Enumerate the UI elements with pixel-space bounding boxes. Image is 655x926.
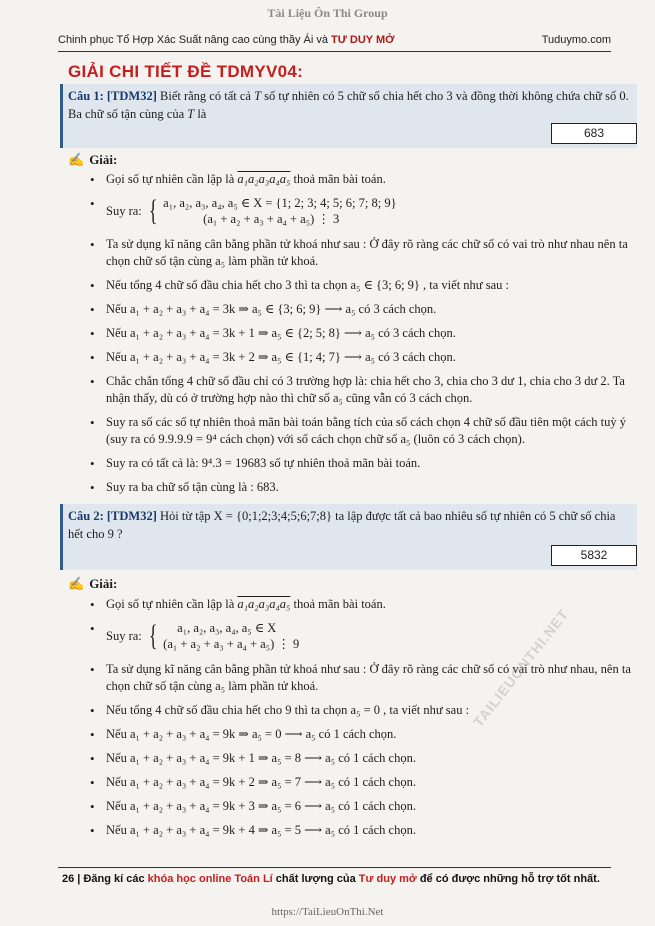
s1-number: a₁a₂a₃a₄a₅ [237, 172, 291, 186]
list-item: • Nếu a₁ + a₂ + a₃ + a₄ = 9k ⇒ a₅ = 0 ⟶ a₅ có 1 cách chọn. [90, 726, 641, 743]
solution-1-heading [68, 152, 117, 168]
footer-t1: Đăng kí các [83, 873, 148, 885]
s2-l1-b: thoả mãn bài toán. [290, 597, 386, 611]
page-footer [62, 873, 600, 885]
list-item: • Chắc chắn tổng 4 chữ số đầu chỉ có 3 trường hợp là: chia hết cho 3, chia cho 3 dư 1, chia cho 3 dư 2. Ta nhận thấy, dù có ở trường hợp nào thì chữ số a₅ cũng vẫn có 3 cách chọn. [90, 373, 641, 407]
brace-icon: { [148, 194, 158, 227]
list-item [90, 171, 641, 188]
footer-divider [58, 867, 611, 868]
list-item: • Ta sử dụng kĩ năng cân bằng phần tử khoá như sau : Ở đây rõ ràng các chữ số có vai trò như nhau nên ta chọn chữ số tận cùng a₅ làm phần tử khoá. [90, 236, 641, 270]
list-item [90, 195, 641, 227]
page-header [58, 34, 611, 52]
footer-course: khóa học online Toán Lí [147, 873, 273, 885]
page-number: 26 | [62, 873, 84, 885]
solution-2-list [90, 596, 641, 846]
header-left-text: Chinh phục Tổ Hợp Xác Suất nâng cao cùng thầy Ái và [58, 34, 332, 46]
footer-brand: Tư duy mở [358, 873, 417, 885]
question-1-var-2: T [187, 107, 195, 121]
solution-2-label: Giải: [89, 576, 118, 591]
question-1-box [60, 84, 637, 148]
solution-1-label: Giải: [89, 152, 118, 167]
question-2-text: Hỏi từ tập X = {0;1;2;3;4;5;6;7;8} ta lập được tất cả bao nhiêu số tự nhiên có 5 chữ số chia hết cho 9 ? [68, 509, 616, 541]
solution-1-list [90, 171, 641, 503]
header-left [58, 34, 395, 46]
pen-icon: ✍ [68, 152, 85, 167]
question-1-text-b: số tự nhiên có 5 chữ số chia hết cho 3 và đồng thời không chứa chữ số 0. Ba chữ số tận cùng của [68, 89, 629, 121]
s2-sys-1: a₁, a₂, a₃, a₄, a₅ ∈ X [177, 621, 277, 635]
list-item: • Nếu a₁ + a₂ + a₃ + a₄ = 3k + 1 ⇒ a₅ ∈ {2; 5; 8} ⟶ a₅ có 3 cách chọn. [90, 325, 641, 342]
question-1-text-c: là [194, 107, 207, 121]
s1-l1-a: Gọi số tự nhiên cần lập là [106, 172, 238, 186]
watermark: TAILIEUONTHI.NET [470, 605, 572, 730]
group-name: Tài Liệu Ôn Thi Group [267, 6, 388, 20]
solution-2-heading [68, 576, 117, 592]
s2-l2-a: • Suy ra: [106, 628, 142, 643]
list-item: • Nếu tổng 4 chữ số đầu chia hết cho 3 thì ta chọn a₅ ∈ {3; 6; 9} , ta viết như sau : [90, 277, 641, 294]
question-2-label: Câu 2: [TDM32] [68, 509, 157, 523]
question-2-box [60, 504, 637, 570]
list-item: • Nếu a₁ + a₂ + a₃ + a₄ = 3k ⇒ a₅ ∈ {3; 6; 9} ⟶ a₅ có 3 cách chọn. [90, 301, 641, 318]
list-item: • Nếu a₁ + a₂ + a₃ + a₄ = 3k + 2 ⇒ a₅ ∈ {1; 4; 7} ⟶ a₅ có 3 cách chọn. [90, 349, 641, 366]
question-1-label: Câu 1: [TDM32] [68, 89, 157, 103]
list-item: • Ta sử dụng kĩ năng cân bằng phần tử khoá như sau : Ở đây rõ ràng các chữ số có vai trò như nhau, nên ta chọn chữ số tận cùng a₅ làm phần tử khoá. [90, 661, 641, 695]
s1-l1-b: thoả mãn bài toán. [290, 172, 386, 186]
question-1-var: T [254, 89, 262, 103]
s2-number: a₁a₂a₃a₄a₅ [237, 597, 291, 611]
list-item: • Nếu a₁ + a₂ + a₃ + a₄ = 9k + 4 ⇒ a₅ = 5 ⟶ a₅ có 1 cách chọn. [90, 822, 641, 839]
list-item: • Suy ra số các số tự nhiên thoả mãn bài toán bằng tích của số cách chọn 4 chữ số đầu tiên một cách tuỳ ý (suy ra có 9.9.9.9 = 9⁴ cách chọn) với số cách chọn chữ số a₅ (luôn có 3 cách chọn). [90, 414, 641, 448]
s1-l2-a: • Suy ra: [106, 203, 142, 218]
list-item: • Suy ra có tất cả là: 9⁴.3 = 19683 số tự nhiên thoả mãn bài toán. [90, 455, 641, 472]
list-item: • Nếu tổng 4 chữ số đầu chia hết cho 9 thì ta chọn a₅ = 0 , ta viết như sau : [90, 702, 641, 719]
s1-sys-2: (a₁ + a₂ + a₃ + a₄ + a₅) ⋮ 3 [203, 212, 340, 226]
footer-t5: để có được những hỗ trợ tốt nhất. [416, 873, 600, 885]
page-title: GIẢI CHI TIẾT ĐỀ TDMYV04: [68, 62, 304, 81]
header-site-link[interactable]: Tuduymo.com [541, 34, 611, 46]
brace-icon: { [148, 619, 158, 652]
list-item: • Nếu a₁ + a₂ + a₃ + a₄ = 9k + 3 ⇒ a₅ = 6 ⟶ a₅ có 1 cách chọn. [90, 798, 641, 815]
pen-icon: ✍ [68, 576, 85, 591]
question-1-answer: 683 [551, 123, 637, 144]
header-brand: TƯ DUY MỞ [331, 34, 395, 46]
list-item: • Nếu a₁ + a₂ + a₃ + a₄ = 9k + 2 ⇒ a₅ = 7 ⟶ a₅ có 1 cách chọn. [90, 774, 641, 791]
s2-sys-2: (a₁ + a₂ + a₃ + a₄ + a₅) ⋮ 9 [163, 637, 300, 651]
question-1-text-a: Biết rằng có tất cả [156, 89, 255, 103]
list-item: • Suy ra ba chữ số tận cùng là : 683. [90, 479, 641, 496]
s2-l1-a: Gọi số tự nhiên cần lập là [106, 597, 238, 611]
list-item: • Nếu a₁ + a₂ + a₃ + a₄ = 9k + 1 ⇒ a₅ = 8 ⟶ a₅ có 1 cách chọn. [90, 750, 641, 767]
question-2-answer: 5832 [551, 545, 637, 566]
source-url-link[interactable]: https://TaiLieuOnThi.Net [271, 906, 384, 918]
footer-t3: chất lượng của [272, 873, 359, 885]
s1-sys-1: a₁, a₂, a₃, a₄, a₅ ∈ X = {1; 2; 3; 4; 5; 6; 7; 8; 9} [163, 196, 397, 210]
header-divider [58, 51, 611, 52]
